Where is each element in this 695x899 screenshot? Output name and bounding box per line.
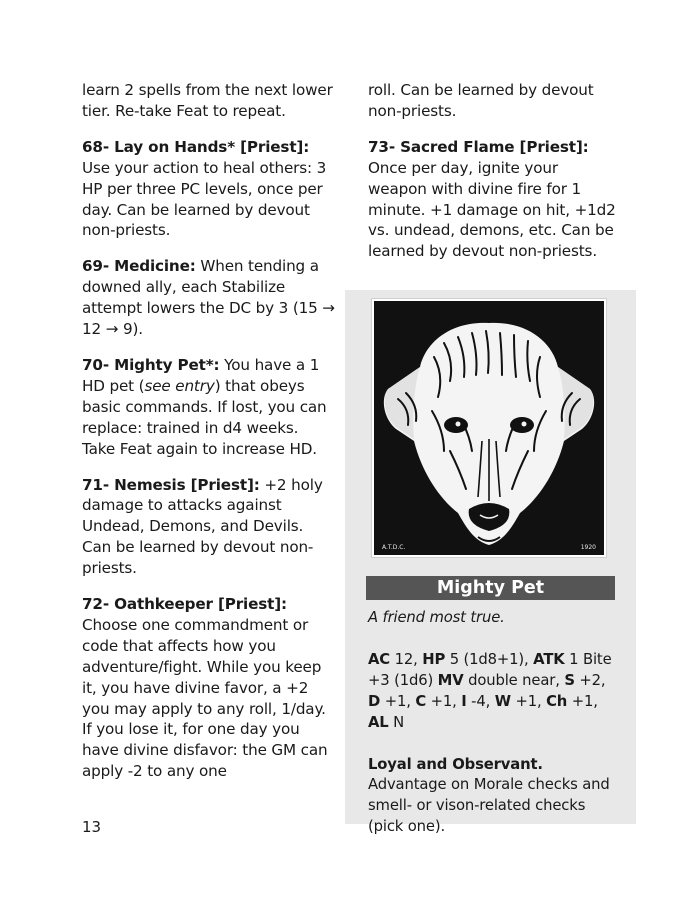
pet-trait-title: Loyal and Observant. [368, 755, 543, 773]
pet-stat-value: 5 (1d8+1), [445, 650, 534, 668]
feat-73-body: Once per day, ignite your weapon with divine fire for 1 minute. +1 damage on hit, +1d2 vs. undead, demons, etc. Can be learned by devout non-priests. [368, 158, 616, 261]
feat-71-title: 71- Nemesis [Priest]: [82, 475, 260, 494]
right-column [368, 80, 618, 262]
pet-stat-key: MV [437, 671, 464, 689]
pet-stat-key: S [564, 671, 575, 689]
pet-stat-value: +1, [380, 692, 416, 710]
pet-stat-value: 12, [390, 650, 423, 668]
feat-72 [82, 594, 336, 782]
dog-face-image [374, 301, 604, 555]
pet-stat-key: ATK [533, 650, 565, 668]
left-column [82, 80, 336, 782]
feat-68-title: 68- Lay on Hands* [Priest]: [82, 137, 310, 156]
pet-stat-value: +1, [510, 692, 547, 710]
feat-70-body: ) that obeys basic commands. If lost, you can replace: trained in d4 weeks. Take Feat again to increase HD. [82, 376, 327, 458]
feat-68-body: Use your action to heal others: 3 HP per three PC levels, once per day. Can be learned by devout non-priests. [82, 158, 327, 240]
feat-71 [82, 475, 336, 580]
pet-stat-value: N [388, 713, 405, 731]
feat-70 [82, 355, 336, 460]
pet-stats [368, 650, 618, 734]
pet-stat-key: Ch [546, 692, 568, 710]
pet-stat-key: D [368, 692, 381, 710]
pet-stat-value: 1 Bite +3 (1d6) [368, 650, 612, 689]
feat-68 [82, 137, 336, 242]
pet-stat-block [368, 608, 630, 838]
pet-stat-value: +2, [574, 671, 606, 689]
feat-70-pre: You have a 1 HD pet ( [82, 355, 320, 395]
pet-stat-value: +1, [426, 692, 462, 710]
left-intro-text: learn 2 spells from the next lower tier. Re-take Feat to repeat. [82, 81, 333, 120]
feat-73-title: 73- Sacred Flame [Priest]: [368, 137, 589, 156]
dog-woodcut-illustration [371, 298, 607, 558]
pet-heading: Mighty Pet [366, 576, 615, 600]
pet-stat-key: I [461, 692, 467, 710]
feat-70-title: 70- Mighty Pet*: [82, 355, 220, 374]
pet-stat-value: +1, [567, 692, 598, 710]
pet-stat-key: W [494, 692, 511, 710]
feat-71-body: +2 holy damage to attacks against Undead, Demons, and Devils. Can be learned by devout non-priests. [82, 475, 323, 578]
feat-69 [82, 256, 336, 340]
pet-stat-key: AC [368, 650, 391, 668]
pet-stat-key: C [415, 692, 427, 710]
pet-tagline: A friend most true. [368, 609, 505, 626]
right-intro-text: roll. Can be learned by devout non-priests. [368, 81, 594, 120]
feat-69-title: 69- Medicine: [82, 257, 196, 276]
feat-72-title: 72- Oathkeeper [Priest]: [82, 595, 287, 614]
art-year: 1920 [580, 544, 596, 551]
feat-73 [368, 137, 618, 262]
pet-stat-value: double near, [463, 671, 565, 689]
pet-stat-value: -4, [466, 692, 495, 710]
art-signature: A.T.D.C. [382, 544, 406, 551]
feat-72-body: Choose one commandment or code that affects how you adventure/fight. While you keep it, you have divine favor, a +2 you may apply to any roll, 1/day. If you lose it, for one day you have divine disfavor: the GM can apply -2 to any one [82, 615, 328, 781]
feat-70-emphasis: see entry [144, 376, 215, 395]
pet-stat-key: HP [422, 650, 446, 668]
feat-69-body: When tending a downed ally, each Stabilize attempt lowers the DC by 3 (15 → 12 → 9). [82, 257, 335, 339]
page-number: 13 [82, 818, 102, 836]
pet-trait-body: Advantage on Morale checks and smell- or vison-related checks (pick one). [368, 776, 610, 836]
pet-stat-key: AL [368, 713, 389, 731]
